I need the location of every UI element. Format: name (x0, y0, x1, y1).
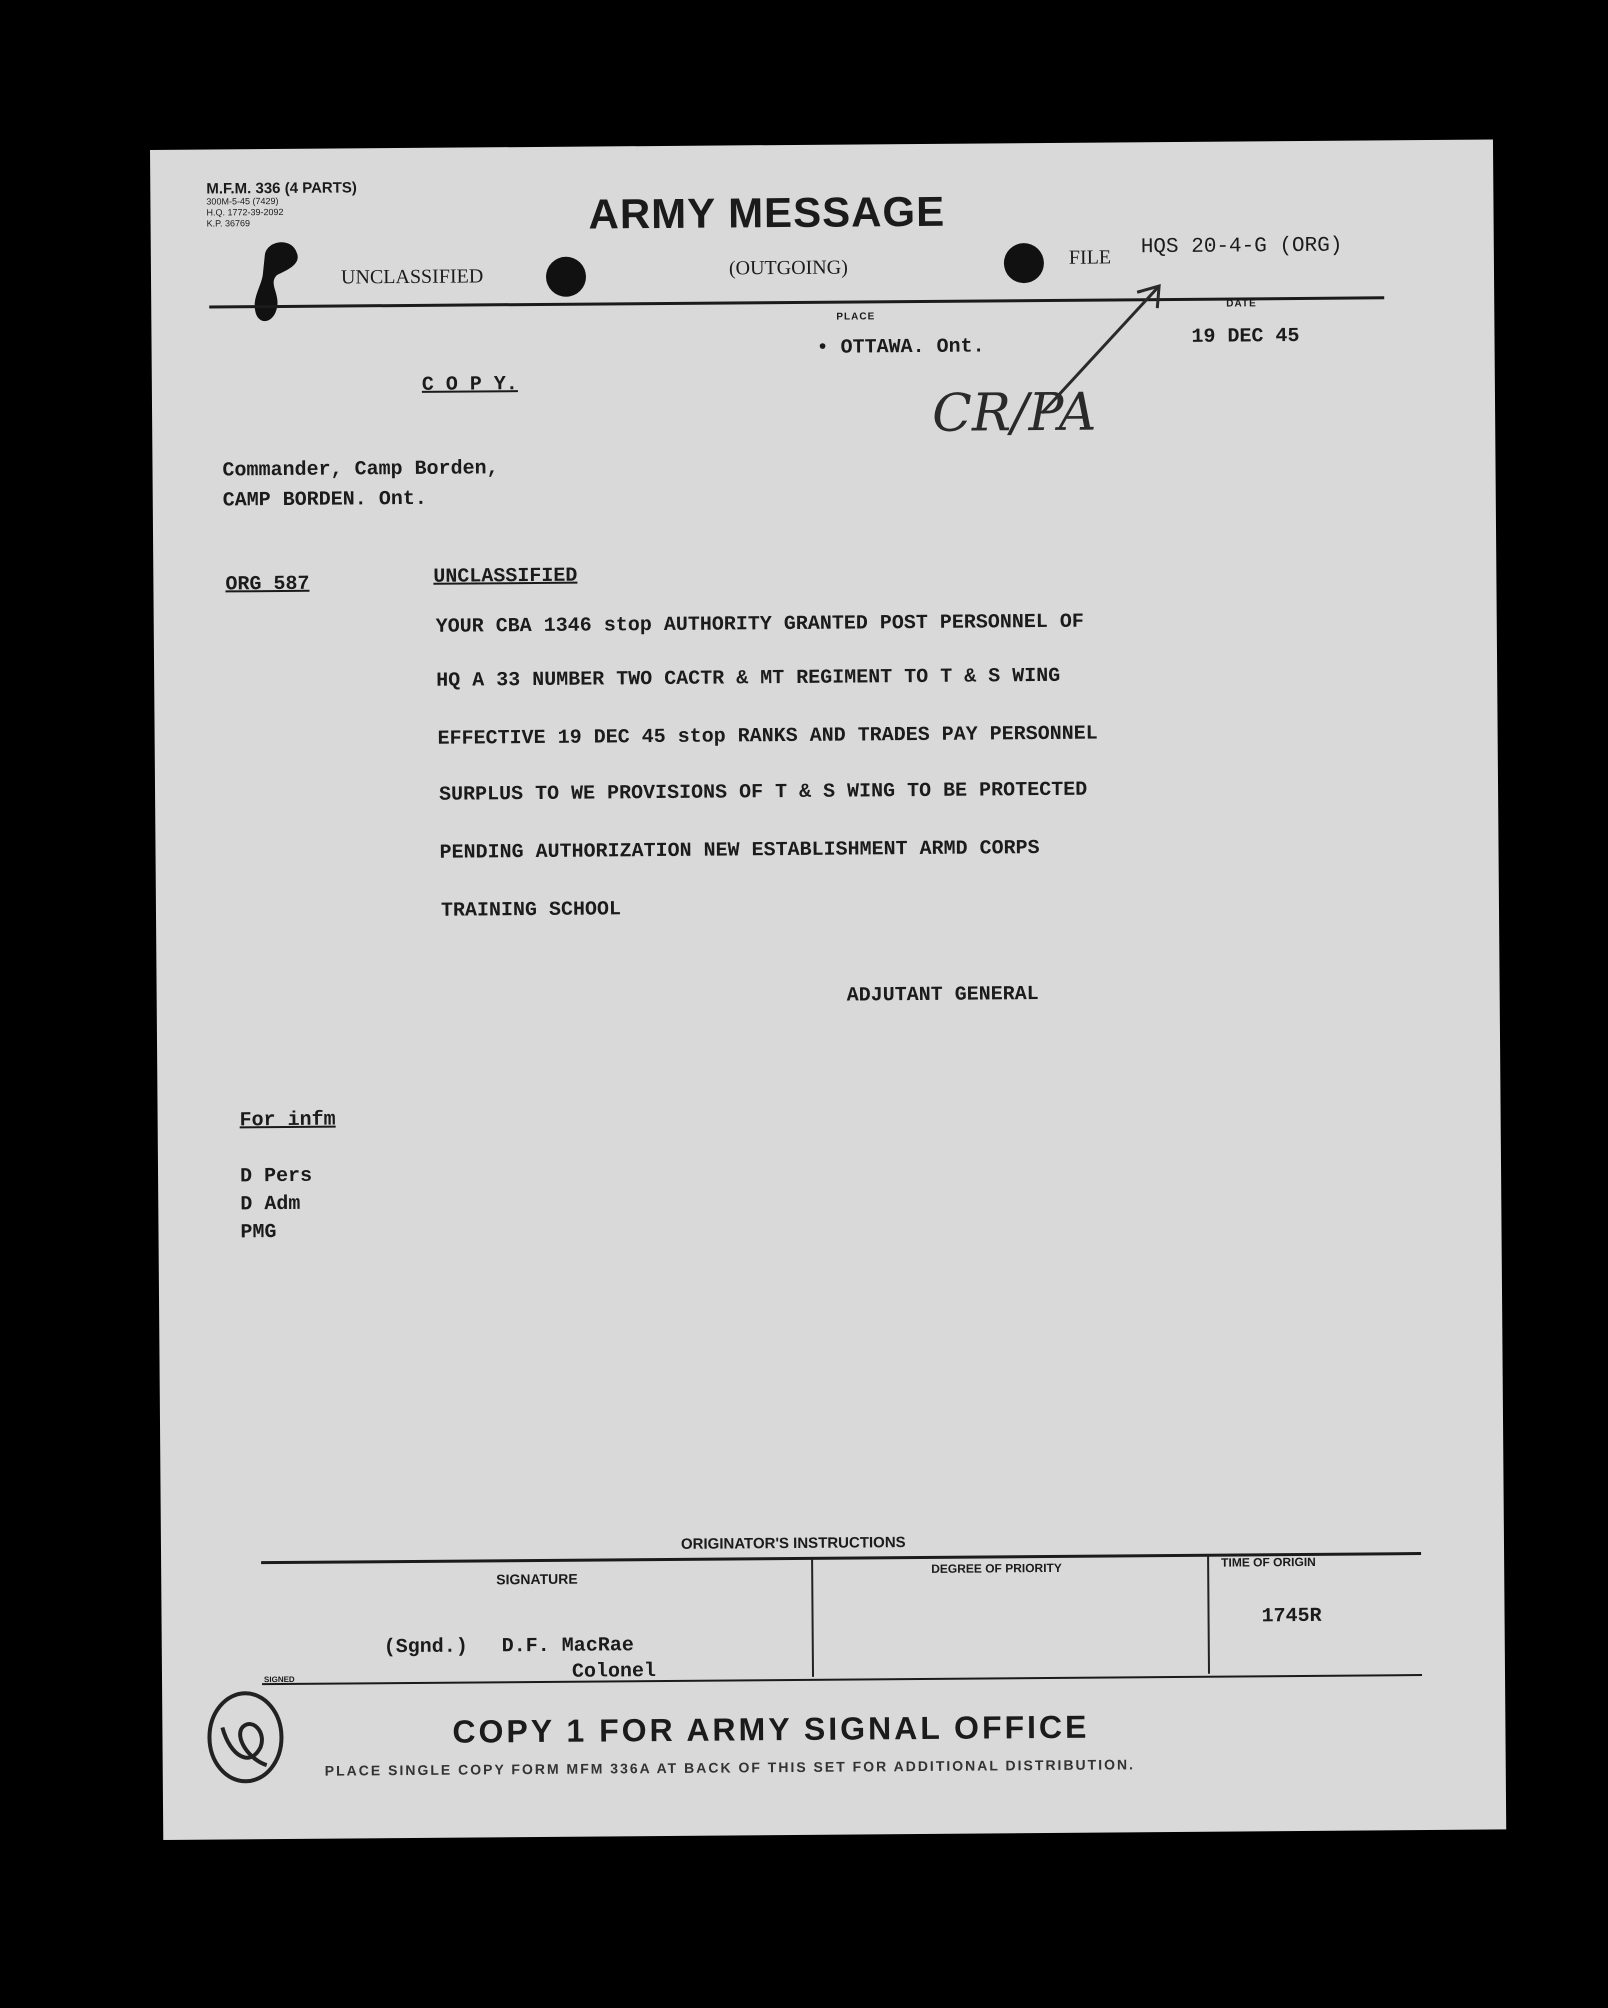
initials-stamp (200, 1687, 291, 1788)
header-rule (209, 296, 1384, 308)
date-label: DATE (1226, 298, 1257, 310)
addressee-line2: CAMP BORDEN. Ont. (222, 487, 427, 513)
print-line: K.P. 36769 (206, 218, 250, 229)
footer-instruction: PLACE SINGLE COPY FORM MFM 336A AT BACK OF THIS SET FOR ADDITIONAL DISTRIBUTION. (324, 1756, 1136, 1779)
signer-rank: Colonel (571, 1660, 657, 1684)
message-line: EFFECTIVE 19 DEC 45 stop RANKS AND TRADES PAY PERSONNEL (437, 722, 1098, 751)
form-code-block (206, 180, 357, 229)
priority-divider (811, 1559, 814, 1677)
signer-name: D.F. MacRae (501, 1634, 634, 1659)
place-label: PLACE (836, 311, 876, 323)
message-line: YOUR CBA 1346 stop AUTHORITY GRANTED POST PERSONNEL OF (435, 610, 1084, 639)
signed-rule (262, 1674, 1422, 1685)
time-label: TIME OF ORIGIN (1221, 1554, 1316, 1570)
info-heading: For infm (239, 1108, 336, 1133)
header-classification: UNCLASSIFIED (340, 265, 484, 289)
copy-label: C O P Y. (421, 373, 518, 397)
file-number: HQS 20-4-G (ORG) (1140, 234, 1343, 260)
info-recipient: PMG (240, 1221, 277, 1245)
message-classification: UNCLASSIFIED (433, 564, 578, 589)
footer-title: COPY 1 FOR ARMY SIGNAL OFFICE (452, 1708, 1090, 1750)
place-text: OTTAWA. Ont. (840, 335, 985, 360)
originator-heading: ORIGINATOR'S INSTRUCTIONS (680, 1534, 906, 1553)
file-label: FILE (1068, 246, 1112, 269)
place-value: • OTTAWA. Ont. (816, 335, 985, 360)
date-value: 19 DEC 45 (1191, 324, 1300, 349)
message-reference: ORG 587 (225, 572, 310, 597)
time-of-origin: 1745R (1261, 1604, 1322, 1629)
info-recipient: D Adm (240, 1192, 301, 1217)
sender: ADJUTANT GENERAL (846, 983, 1039, 1008)
ink-blot-mark (247, 235, 308, 335)
time-divider (1207, 1556, 1210, 1674)
signed-label: SIGNED (263, 1674, 295, 1685)
print-line: 300M-5-45 (7429) (206, 195, 279, 207)
info-recipient: D Pers (239, 1164, 313, 1189)
header-direction: (OUTGOING) (728, 256, 848, 280)
message-form-sheet (150, 139, 1506, 1839)
punch-hole-left (546, 257, 586, 297)
signed-prefix: (Sgnd.) (383, 1635, 468, 1660)
print-line: H.Q. 1772-39-2092 (206, 206, 284, 218)
message-line: PENDING AUTHORIZATION NEW ESTABLISHMENT ARMD CORPS (439, 837, 1040, 865)
message-line: HQ A 33 NUMBER TWO CACTR & MT REGIMENT TO T & S WING (436, 664, 1061, 693)
addressee-line1: Commander, Camp Borden, (222, 457, 499, 483)
handwritten-annotation: CR/PA (931, 382, 1097, 444)
priority-label: DEGREE OF PRIORITY (931, 1560, 1062, 1576)
message-line: SURPLUS TO WE PROVISIONS OF T & S WING TO BE PROTECTED (438, 778, 1088, 807)
signature-label: SIGNATURE (496, 1570, 578, 1588)
form-code: M.F.M. 336 (4 PARTS) (206, 179, 357, 198)
form-title: ARMY MESSAGE (588, 187, 946, 238)
message-line: TRAINING SCHOOL (440, 898, 622, 923)
